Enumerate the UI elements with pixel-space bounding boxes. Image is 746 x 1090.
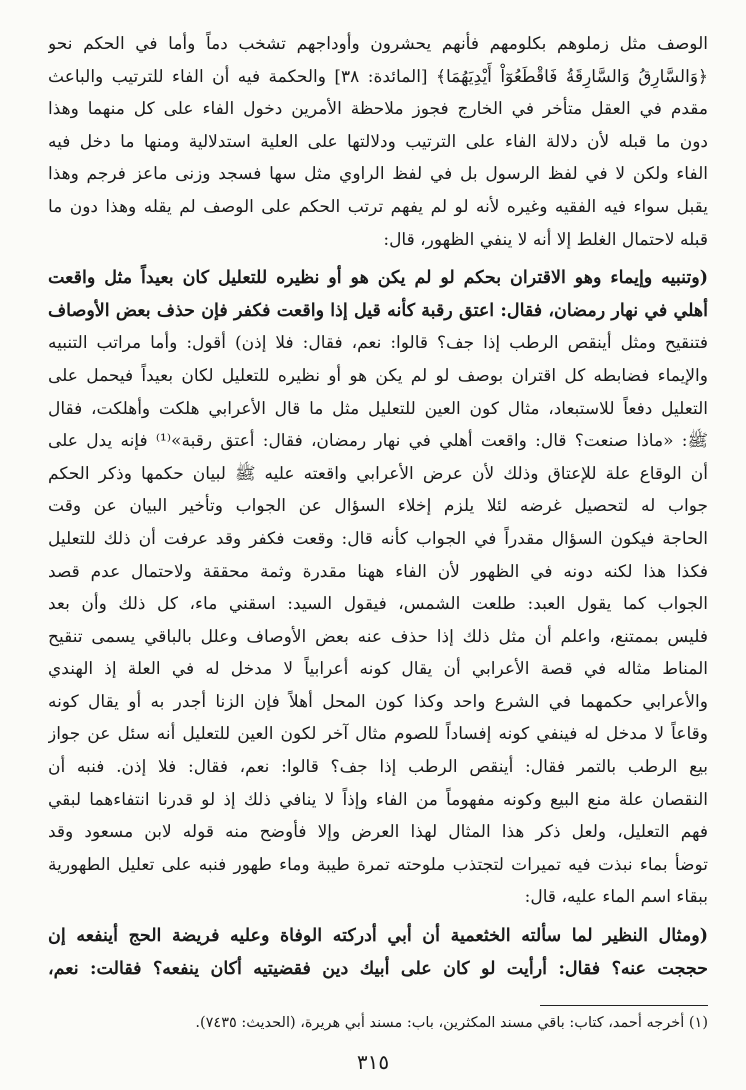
page-body xyxy=(48,28,708,985)
text-line: حججت عنه؟ فقال: أرأيت لو كان على أبيك دين فقضيتيه أكان ينفعه؟ فقالت: نعم، xyxy=(48,958,708,979)
text-line: النقصان علة منع البيع وكونه مفهوماً من الفاء وإذاً لا ينافي ذلك إذ لو قدرنا انتفاءهما لبقي xyxy=(48,789,708,810)
text-line: ﴿وَالسَّارِقُ وَالسَّارِقَةُ فَاقْطَعُوٓاْ أَيْدِيَهُمَا﴾ [المائدة: ٣٨] والحكمة فيه أن الفاء للترتيب والباعث xyxy=(48,66,708,87)
text-line: جواب له لتحصيل غرضه لئلا يلزم إخلاء السؤال عن الجواب وتأخير البيان عن وقت xyxy=(48,496,708,517)
text-line: توضأ بماء نبذت فيه تميرات لتجتذب ملوحته تمرة طيبة وماء طهور فنبه على تعليل الطهورية xyxy=(48,854,708,875)
footnote: (١) أخرجه أحمد، كتاب: باقي مسند المكثرين، باب: مسند أبي هريرة، (الحديث: ٧٤٣٥). xyxy=(195,1015,708,1031)
text-line: والأعرابي حكمهما في الشرع واحد وكذا كون المحل أهلاً فإن الزنا أجدر به أو يقال كونه xyxy=(48,691,708,712)
text-line: التعليل دفعاً للاستبعاد، مثال كون العين للتعليل مثل ما قال الأعرابي هلكت وأهلكت، فقال xyxy=(48,398,708,419)
commentary-paragraph xyxy=(48,327,708,914)
matn-quote-1 xyxy=(48,262,708,327)
text-line: بيع الرطب بالتمر فقال: أينقص الرطب إذا جف؟ قالوا: نعم، فقال: فلا إذن. فنبه أن xyxy=(48,757,708,778)
matn-quote-2 xyxy=(48,920,708,985)
text-line: فهم التعليل، ولعل ذكر هذا المثال لهذا العرض وإلا فأوضح منه قوله لابن مسعود وقد xyxy=(48,822,708,843)
page-number: ٣١٥ xyxy=(356,1050,390,1074)
text-line: (ومثال النظير لما سألته الخثعمية أن أبي أدركته الوفاة وعليه فريضة الحج أينفعه إن xyxy=(48,926,708,947)
text-line: أهلي في نهار رمضان، فقال: اعتق رقبة كأنه قيل إذا واقعت فكفر فإن حذف بعض الأوصاف xyxy=(48,300,708,321)
text-line: الجواب كما يقول العبد: طلعت الشمس، فيقول السيد: اسقني ماء، كل ذلك وأن بعد xyxy=(48,594,708,615)
text-line: الفاء ولكن لا في لفظ الرسول بل في لفظ الراوي مثل سها فسجد وزنى ماعز فرجم وهذا xyxy=(48,164,708,185)
text-line: فتنقيح ومثل أينقص الرطب إذا جف؟ قالوا: نعم، فقال: فلا إذن) أقول: وأما مراتب التنبيه xyxy=(48,333,708,354)
text-line: وقاعاً لا مدخل له فينفي كونه إفساداً للصوم مثال آخر لكون العين للتعليل أنه سئل عن جواز xyxy=(48,724,708,745)
text-line: والإيماء فضابطه كل اقتران بوصف لو لم يكن هو أو نظيره للتعليل لكان بعيداً فيحمل على xyxy=(48,365,708,386)
text-line: ﷺ: «ماذا صنعت؟ قال: واقعت أهلي في نهار رمضان، فقال: أعتق رقبة»⁽¹⁾ فإنه يدل على xyxy=(48,431,708,452)
text-line: مقدم في العقل متأخر في الخارج فجوز ملاحظة الأمرين دخول الفاء على كل منهما وهذا xyxy=(48,99,708,120)
text-line: يقبل سواء فيه الفقيه وغيره لأنه لو لم يفهم ترتب الحكم على الوصف لم يقله وهذا دون ما xyxy=(48,196,708,217)
text-line: الحاجة فيكون السؤال مقدراً في الجواب كأنه قال: وقعت فكفر وقد عرفت أن ذلك للتعليل xyxy=(48,528,708,549)
paragraph-1 xyxy=(48,28,708,256)
text-line: قبله لاحتمال الغلط إلا أنه لا ينفي الظهور، قال: xyxy=(383,229,708,250)
text-line: (وتنبيه وإيماء وهو الاقتران بحكم لو لم يكن هو أو نظيره للتعليل كان بعيداً مثل واقعت xyxy=(48,268,708,289)
text-line: فكذا هذا لكنه دونه في الظهور لأن الفاء ههنا مقدرة وثمة محققة ولاحتمال عدم قصد xyxy=(48,561,708,582)
text-line: ببقاء اسم الماء عليه، قال: xyxy=(524,887,708,908)
text-line: أن الوقاع علة للإعتاق وذلك لأن عرض الأعرابي واقعته عليه ﷺ لبيان حكمها وذكر الحكم xyxy=(48,463,708,484)
separator-rule xyxy=(540,1005,708,1006)
text-line: المناط مثاله في قصة الأعرابي أن يقال كونه أعرابياً لا مدخل له في العلة إذ الهندي xyxy=(48,659,708,680)
text-line: الوصف مثل زملوهم بكلومهم فأنهم يحشرون وأوداجهم تشخب دماً وأما في الحكم نحو xyxy=(48,34,708,54)
text-line: دون ما قبله لأن دلالة الفاء على الترتيب ودلالتها على العلية استدلالية ومنها ما دخل فيه xyxy=(48,131,708,152)
text-line: فليس بممتنع، واعلم أن مثل ذلك إذا حذف عنه بعض الأوصاف وعلل بالباقي يسمى تنقيح xyxy=(48,626,708,647)
